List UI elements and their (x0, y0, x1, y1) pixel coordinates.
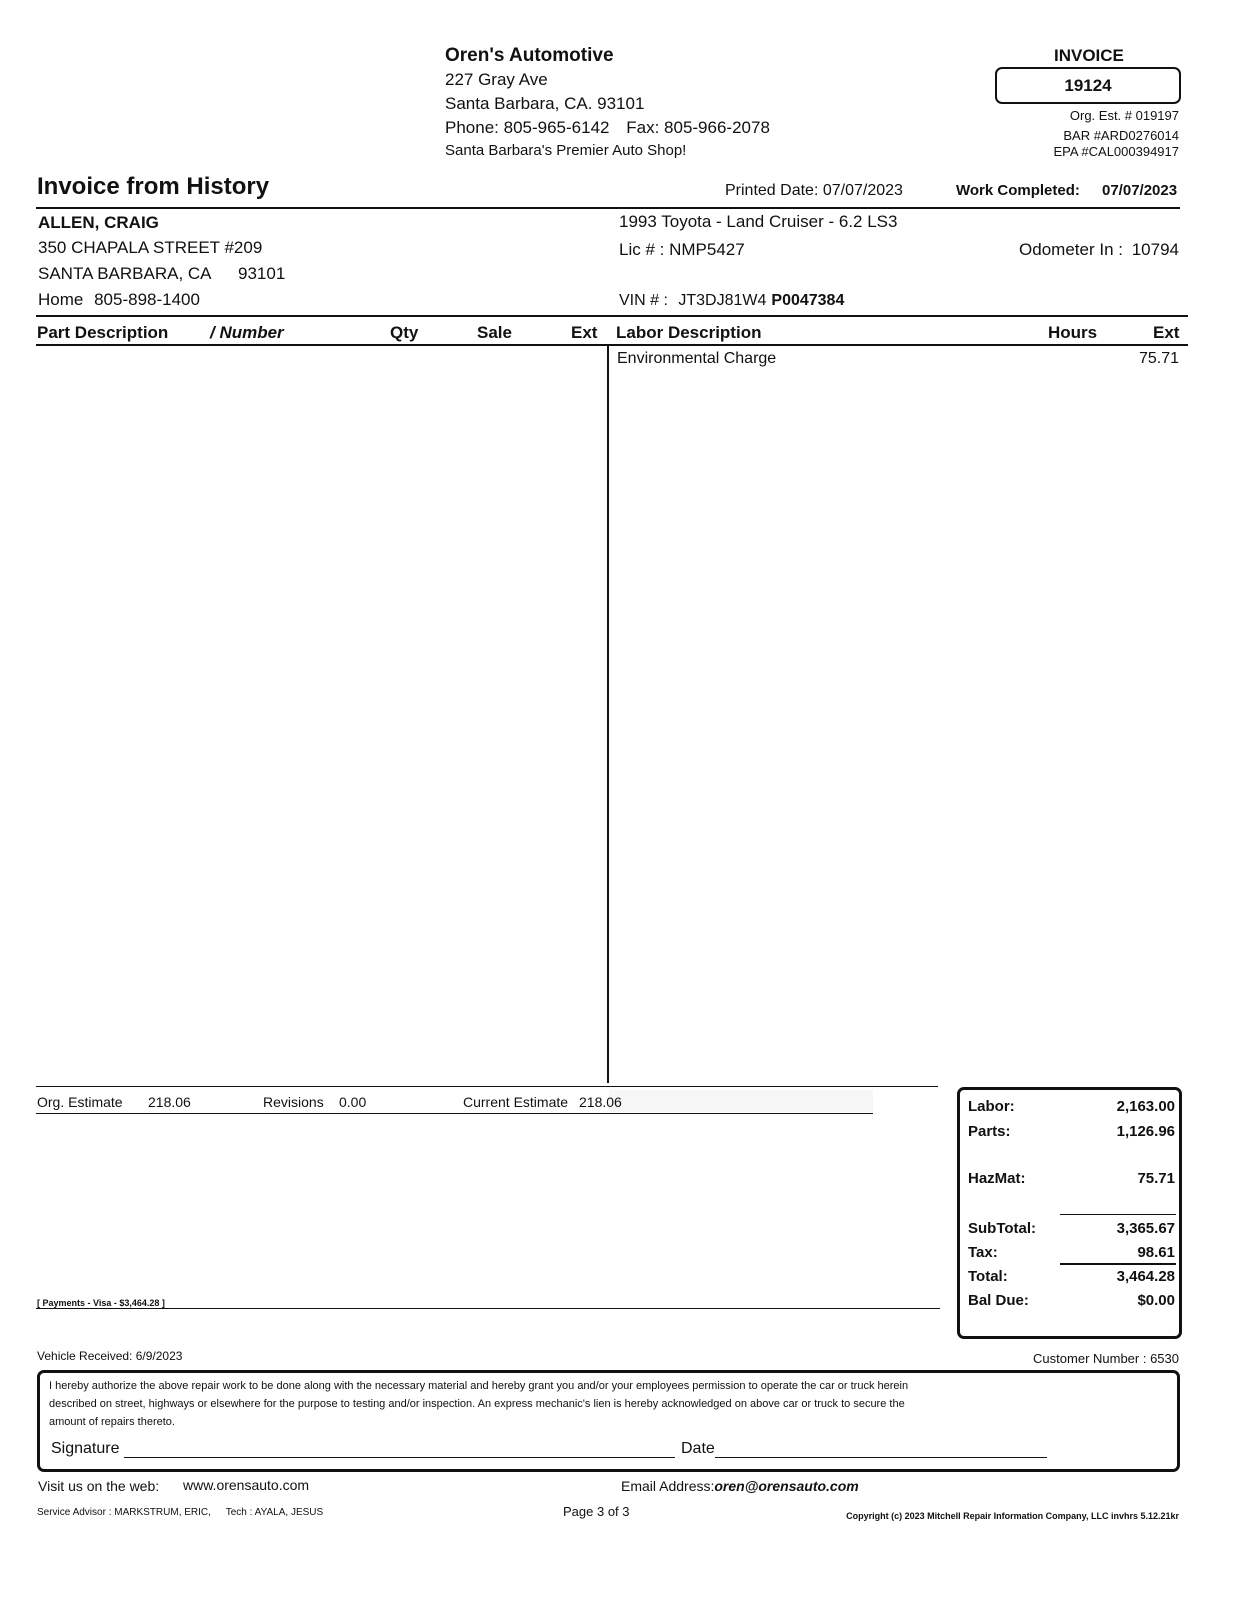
columns-top-divider (36, 315, 1188, 317)
revisions-label: Revisions (263, 1094, 324, 1110)
vin-label: VIN # : (619, 292, 668, 309)
org-estimate-label: Org. Estimate (37, 1094, 123, 1110)
bal-due-label: Bal Due: (968, 1292, 1029, 1309)
customer-name: ALLEN, CRAIG (38, 213, 159, 232)
staff-line (37, 1507, 323, 1518)
authorization-box (37, 1370, 1180, 1472)
totals-box (957, 1087, 1182, 1339)
odometer-value: 10794 (1131, 240, 1179, 259)
invoice-label: INVOICE (1054, 46, 1124, 65)
estimate-bottom-divider (36, 1113, 873, 1114)
shop-phone-label: Phone: (445, 118, 499, 137)
labor-total-label: Labor: (968, 1098, 1015, 1115)
labor-total: 2,163.00 (1116, 1098, 1175, 1115)
shop-phone: 805-965-6142 (503, 118, 610, 137)
vin-suffix: P0047384 (771, 292, 845, 309)
odometer-label: Odometer In : (1019, 240, 1123, 259)
service-advisor-label: Service Advisor : (37, 1507, 112, 1518)
col-sale: Sale (477, 323, 512, 342)
vin-prefix: JT3DJ81W4 (678, 292, 767, 309)
authorization-line-3: amount of repairs thereto. (49, 1416, 175, 1428)
total-rule (1060, 1263, 1176, 1265)
date-line[interactable] (715, 1457, 1047, 1458)
tech-name: AYALA, JESUS (254, 1507, 324, 1518)
website-link[interactable]: www.orensauto.com (183, 1477, 310, 1493)
vehicle-received: Vehicle Received: 6/9/2023 (37, 1349, 183, 1363)
license-line (619, 240, 745, 260)
customer-phone-label: Home (38, 290, 84, 309)
shop-city: Santa Barbara, CA. 93101 (445, 94, 645, 113)
service-advisor: MARKSTRUM, ERIC, (114, 1507, 211, 1518)
license-number: NMP5427 (669, 240, 745, 259)
customer-phone-line (38, 290, 200, 310)
hazmat-label: HazMat: (968, 1170, 1026, 1187)
shop-fax: 805-966-2078 (664, 118, 770, 137)
estimate-top-divider (36, 1086, 938, 1087)
grand-total: 3,464.28 (1116, 1268, 1175, 1285)
org-estimate-value: 218.06 (148, 1094, 191, 1110)
epa-number: EPA #CAL000394917 (1053, 144, 1179, 159)
hazmat-total: 75.71 (1137, 1170, 1175, 1187)
shop-tagline: Santa Barbara's Premier Auto Shop! (445, 142, 687, 159)
subtotal: 3,365.67 (1116, 1220, 1175, 1237)
columns-bottom-divider (36, 344, 1188, 346)
parts-labor-separator (607, 346, 609, 1083)
subtotal-label: SubTotal: (968, 1220, 1037, 1237)
col-part-number: / Number (210, 323, 284, 342)
authorization-line-2: described on street, highways or elsewhere for the purpose to testing and/or inspection. An express mechanic's lien is hereby acknowledged on above car or truck to secure the (49, 1398, 905, 1410)
odometer-line (1019, 240, 1179, 260)
customer-phone: 805-898-1400 (94, 290, 200, 309)
customer-zip: 93101 (238, 264, 286, 283)
shop-fax-label: Fax: (626, 118, 660, 137)
invoice-number: 19124 (995, 67, 1181, 104)
signature-line[interactable] (124, 1457, 675, 1458)
email-line (621, 1478, 859, 1494)
labor-item-description: Environmental Charge (617, 350, 777, 367)
license-label: Lic # : (619, 240, 665, 259)
tax-label: Tax: (968, 1244, 998, 1261)
total-label: Total: (968, 1268, 1008, 1285)
work-completed-date: 07/07/2023 (1102, 182, 1178, 199)
col-labor-ext: Ext (1153, 323, 1180, 342)
vehicle-description: 1993 Toyota - Land Cruiser - 6.2 LS3 (619, 212, 898, 231)
tax-total: 98.61 (1137, 1244, 1175, 1261)
email-label: Email Address: (621, 1478, 715, 1494)
email-link[interactable]: oren@orensauto.com (714, 1478, 859, 1494)
parts-total: 1,126.96 (1116, 1123, 1175, 1140)
payments-note: [ Payments - Visa - $3,464.28 ] (37, 1298, 165, 1308)
copyright: Copyright (c) 2023 Mitchell Repair Information Company, LLC invhrs 5.12.21kr (846, 1511, 1179, 1521)
date-label: Date (681, 1440, 715, 1457)
current-estimate-label: Current Estimate (463, 1094, 569, 1110)
customer-number: Customer Number : 6530 (1033, 1351, 1179, 1366)
customer-street: 350 CHAPALA STREET #209 (38, 238, 263, 257)
subtotal-rule (1060, 1214, 1176, 1215)
shop-name: Oren's Automotive (445, 45, 614, 66)
payments-divider (36, 1308, 940, 1309)
printed-date: Printed Date: 07/07/2023 (725, 182, 903, 199)
web-label: Visit us on the web: (38, 1478, 160, 1494)
shop-phone-line (445, 118, 770, 138)
current-estimate-value: 218.06 (579, 1094, 622, 1110)
parts-total-label: Parts: (968, 1123, 1011, 1140)
org-est-number: Org. Est. # 019197 (1069, 108, 1179, 123)
customer-city: SANTA BARBARA, CA (38, 264, 212, 283)
work-completed-label: Work Completed: (956, 182, 1080, 199)
shop-address: 227 Gray Ave (445, 70, 548, 89)
estimate-highlight (609, 1090, 873, 1112)
col-part-description: Part Description (37, 323, 169, 342)
bar-number: BAR #ARD0276014 (1063, 128, 1179, 143)
signature-label: Signature (51, 1440, 120, 1457)
labor-item-ext: 75.71 (1138, 350, 1179, 367)
bal-due: $0.00 (1137, 1292, 1175, 1309)
revisions-value: 0.00 (339, 1094, 367, 1110)
tech-label: Tech : (225, 1507, 253, 1518)
col-qty: Qty (390, 323, 419, 342)
authorization-line-1: I hereby authorize the above repair work to be done along with the necessary material and hereby grant you and/or your employees permission to operate the car or truck herein (49, 1380, 909, 1392)
col-ext: Ext (571, 323, 598, 342)
title-divider (36, 207, 1180, 209)
page-number: Page 3 of 3 (563, 1504, 630, 1519)
page-title: Invoice from History (37, 173, 270, 200)
col-hours: Hours (1048, 323, 1098, 342)
vin-line (619, 292, 844, 310)
col-labor-description: Labor Description (616, 323, 762, 342)
authorization-text (49, 1377, 908, 1431)
